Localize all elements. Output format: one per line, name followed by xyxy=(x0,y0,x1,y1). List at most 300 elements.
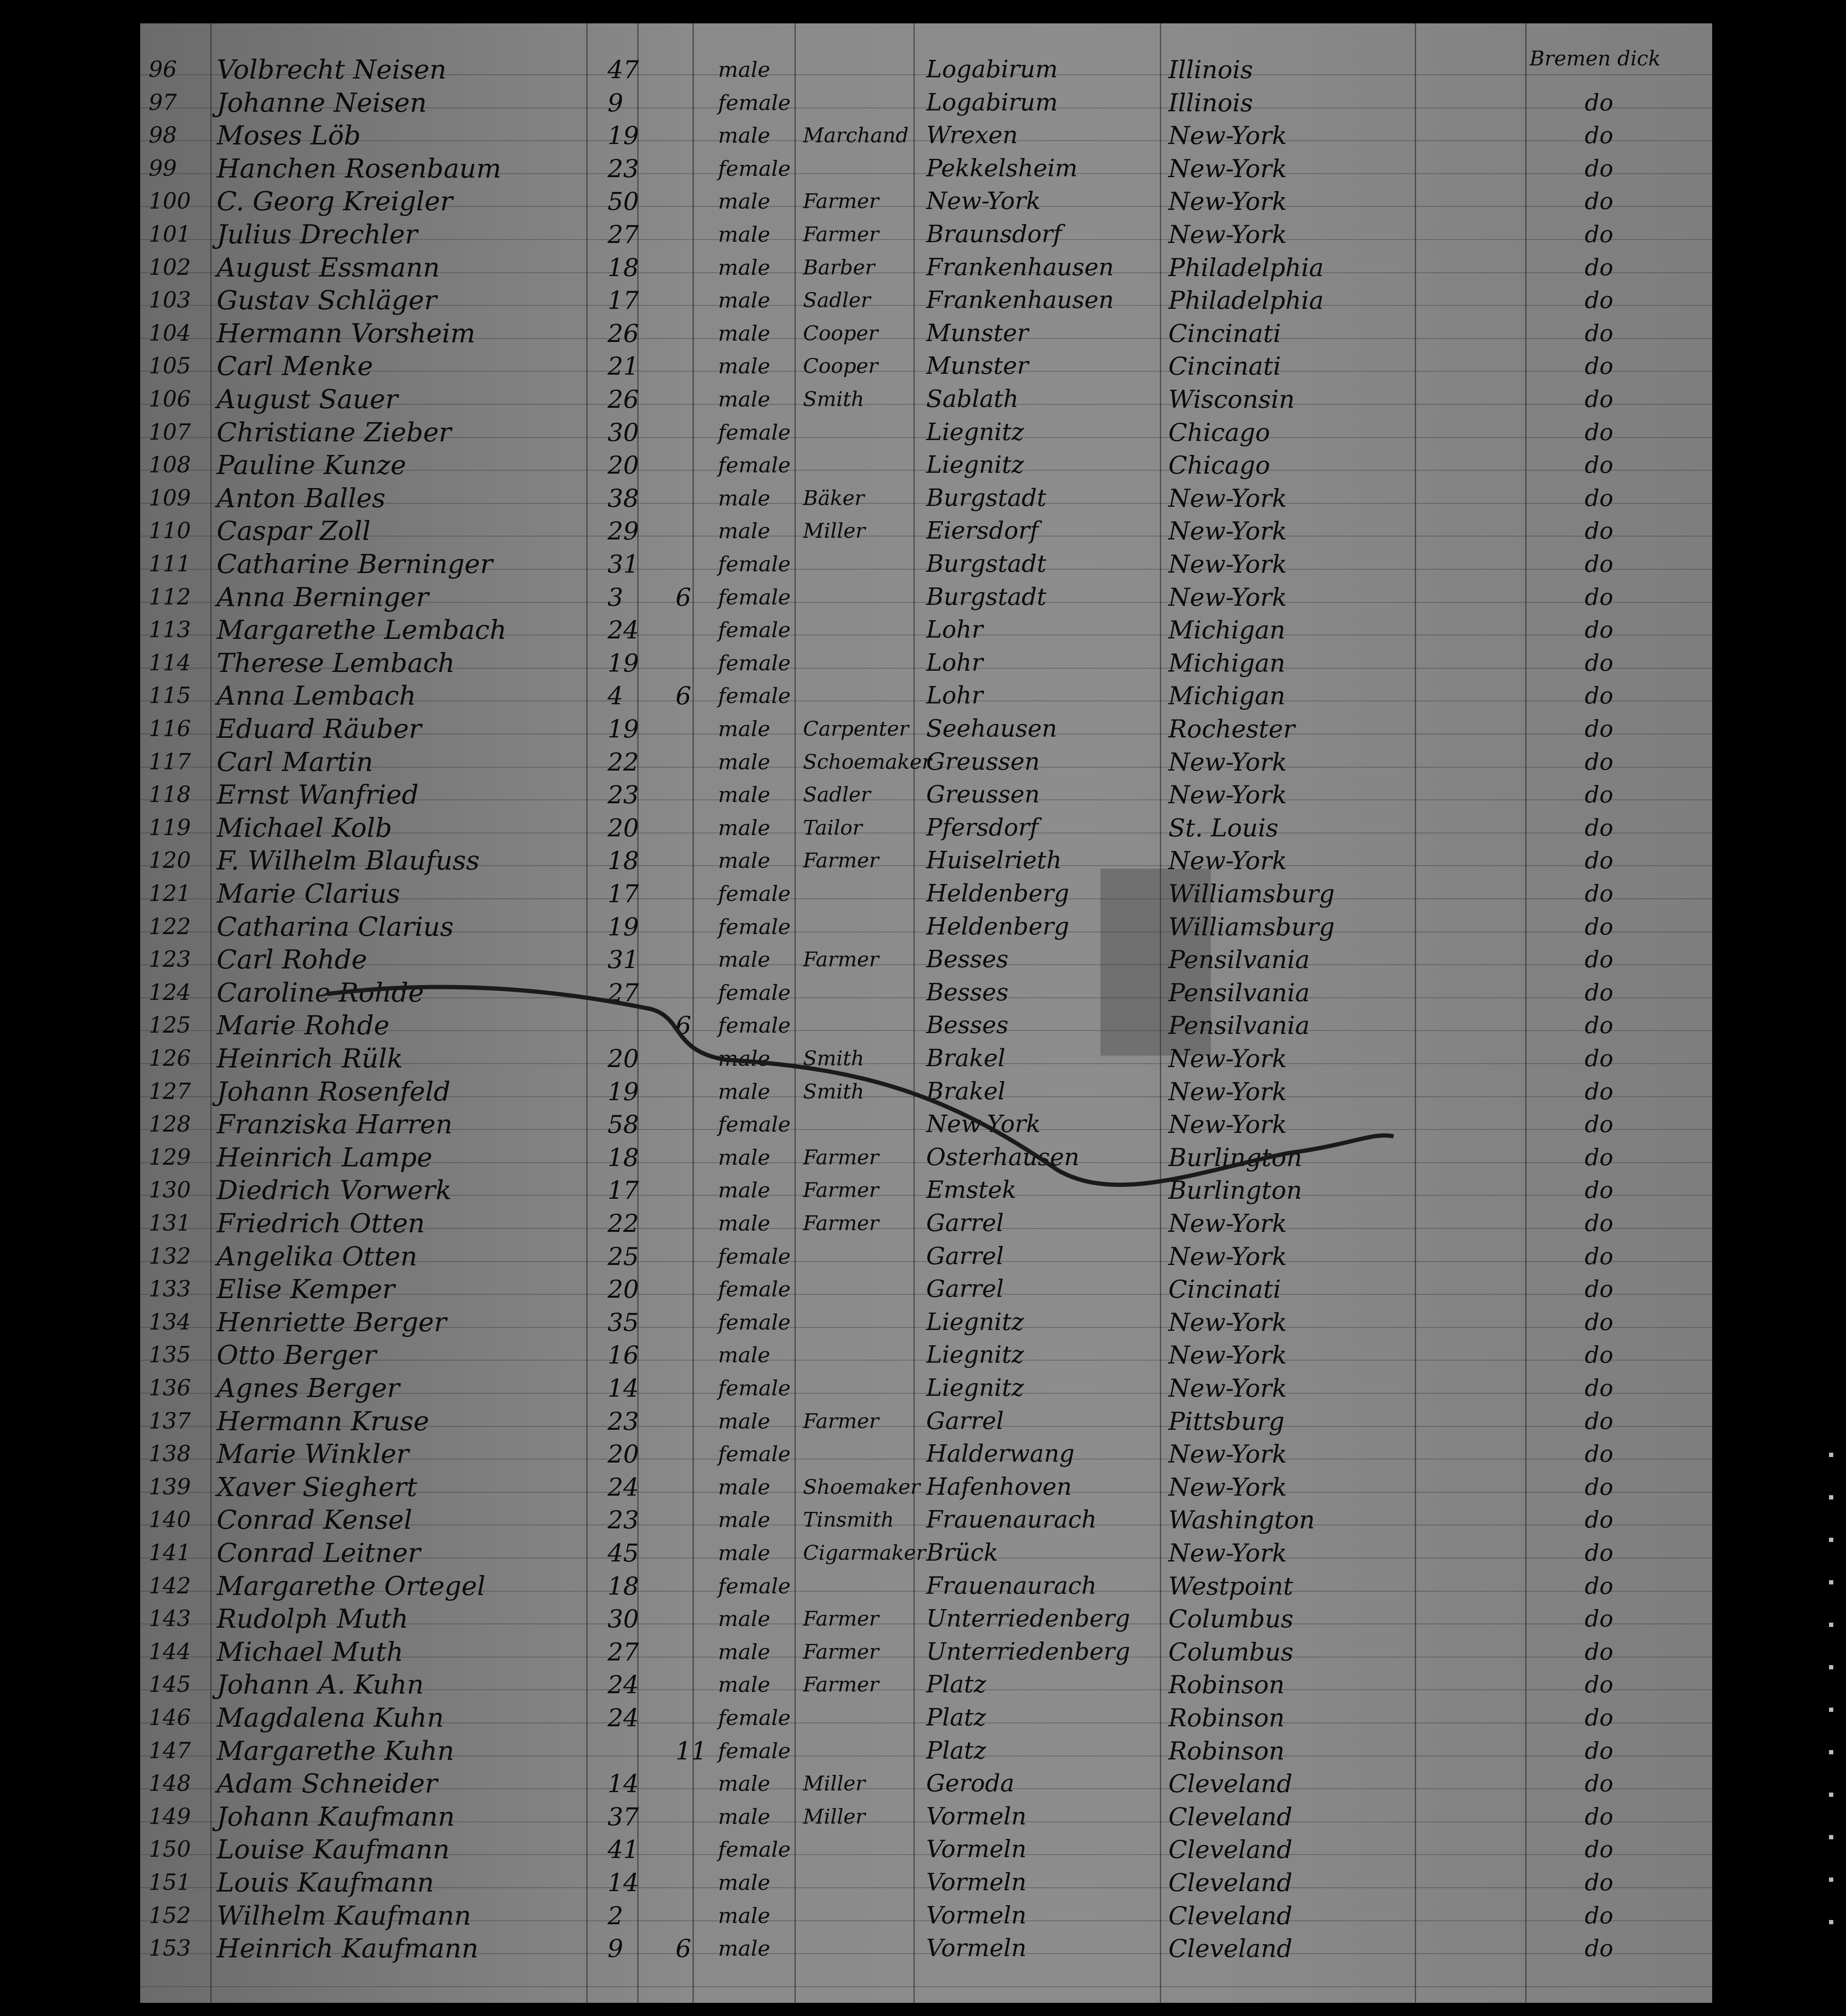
remarks-value: do xyxy=(1585,517,1614,545)
sex-value: male xyxy=(718,387,770,412)
remarks-value: do xyxy=(1585,1276,1614,1303)
passenger-name: Caspar Zoll xyxy=(217,515,371,547)
sex-value: female xyxy=(718,1112,791,1137)
remarks-value: do xyxy=(1585,1111,1614,1138)
destination-value: Cincinati xyxy=(1168,352,1281,381)
destination-value: New-York xyxy=(1168,1110,1287,1139)
occupation-value: Farmer xyxy=(803,1640,879,1664)
remarks-value: do xyxy=(1585,913,1614,940)
destination-value: Cincinati xyxy=(1168,319,1281,348)
origin-value: Liegnitz xyxy=(926,1308,1024,1336)
age-value: 23 xyxy=(608,1406,639,1436)
destination-value: New-York xyxy=(1168,1374,1287,1403)
origin-value: Garrel xyxy=(926,1242,1004,1270)
age-value: 3 xyxy=(608,582,623,612)
age-value: 20 xyxy=(608,1275,639,1304)
origin-value: Vormeln xyxy=(926,1802,1027,1830)
passenger-name: Hermann Kruse xyxy=(217,1405,430,1437)
passenger-name: Ernst Wanfried xyxy=(217,779,419,810)
age-value: 22 xyxy=(608,1209,639,1238)
age-value: 27 xyxy=(608,220,639,249)
sex-value: female xyxy=(718,914,791,939)
age-value: 50 xyxy=(608,187,639,216)
entry-number: 104 xyxy=(149,320,191,346)
sex-value: female xyxy=(718,1442,791,1467)
sex-value: male xyxy=(718,749,770,774)
destination-value: Pensilvania xyxy=(1168,978,1310,1007)
remarks-value: do xyxy=(1585,880,1614,907)
origin-value: Garrel xyxy=(926,1209,1004,1237)
occupation-value: Shoemaker xyxy=(803,1475,920,1499)
age-value: 22 xyxy=(608,747,639,776)
sex-value: male xyxy=(718,1541,770,1565)
sex-value: female xyxy=(718,1244,791,1269)
sex-value: male xyxy=(718,1079,770,1104)
passenger-name: Diedrich Vorwerk xyxy=(217,1175,452,1206)
origin-value: Lohr xyxy=(926,616,983,644)
remarks-value: do xyxy=(1585,1770,1614,1797)
destination-value: New-York xyxy=(1168,187,1287,216)
origin-value: Osterhausen xyxy=(926,1143,1080,1171)
sex-value: male xyxy=(718,1771,770,1796)
origin-value: Besses xyxy=(926,1011,1009,1039)
age-value: 31 xyxy=(608,550,639,579)
entry-number: 136 xyxy=(149,1375,191,1401)
sex-value: female xyxy=(718,1310,791,1335)
entry-number: 117 xyxy=(149,749,191,775)
age-value: 47 xyxy=(608,55,639,84)
passenger-name: Heinrich Rülk xyxy=(217,1043,403,1074)
passenger-name: Anna Berninger xyxy=(217,581,429,613)
age-value: 24 xyxy=(608,1670,639,1700)
sex-value: male xyxy=(718,1474,770,1499)
passenger-name: Louise Kaufmann xyxy=(217,1834,450,1865)
passenger-name: Agnes Berger xyxy=(217,1372,400,1403)
destination-value: New-York xyxy=(1168,582,1287,612)
entry-number: 101 xyxy=(149,222,191,247)
sex-value: male xyxy=(718,1046,770,1071)
entry-number: 111 xyxy=(149,551,191,577)
passenger-name: Adam Schneider xyxy=(217,1768,438,1799)
passenger-name: Julius Drechler xyxy=(217,219,418,250)
sex-value: male xyxy=(718,1409,770,1434)
entry-number: 144 xyxy=(149,1639,191,1665)
origin-value: Frauenaurach xyxy=(926,1572,1097,1600)
destination-value: New-York xyxy=(1168,154,1287,183)
age-value: 31 xyxy=(608,945,639,974)
passenger-name: Margarethe Lembach xyxy=(217,614,507,646)
age-value: 19 xyxy=(608,121,639,150)
sex-value: male xyxy=(718,1936,770,1961)
remarks-value: do xyxy=(1585,353,1614,380)
passenger-name: Anton Balles xyxy=(217,482,386,514)
origin-value: Vormeln xyxy=(926,1934,1027,1962)
remarks-value: do xyxy=(1585,386,1614,412)
sex-value: male xyxy=(718,1211,770,1236)
origin-value: Burgstadt xyxy=(926,484,1046,512)
entry-number: 128 xyxy=(149,1112,191,1138)
entry-number: 113 xyxy=(149,617,191,643)
destination-value: Burlington xyxy=(1168,1176,1302,1205)
sex-value: female xyxy=(718,1376,791,1400)
occupation-value: Farmer xyxy=(803,1607,879,1631)
entry-number: 96 xyxy=(149,57,177,82)
remarks-value: do xyxy=(1585,1341,1614,1369)
destination-value: Philadelphia xyxy=(1168,286,1324,315)
destination-value: New-York xyxy=(1168,1440,1287,1469)
destination-value: Chicago xyxy=(1168,451,1270,480)
remarks-value: do xyxy=(1585,583,1614,610)
age-child-value: 6 xyxy=(676,681,691,711)
passenger-name: Xaver Sieghert xyxy=(217,1471,418,1502)
passenger-name: Johann Kaufmann xyxy=(217,1801,455,1832)
sex-value: male xyxy=(718,815,770,840)
age-value: 14 xyxy=(608,1868,639,1897)
age-value: 20 xyxy=(608,451,639,480)
origin-value: Heldenberg xyxy=(926,912,1069,940)
age-value: 41 xyxy=(608,1835,639,1864)
origin-value: Braunsdorf xyxy=(926,220,1062,248)
remarks-value: do xyxy=(1585,979,1614,1006)
entry-number: 147 xyxy=(149,1738,191,1764)
destination-value: St. Louis xyxy=(1168,813,1279,842)
remarks-value: do xyxy=(1585,551,1614,577)
origin-value: Platz xyxy=(926,1671,986,1699)
remarks-value: do xyxy=(1585,1012,1614,1039)
origin-value: Liegnitz xyxy=(926,418,1024,446)
origin-value: Geroda xyxy=(926,1770,1015,1798)
sex-value: female xyxy=(718,980,791,1005)
destination-value: Cleveland xyxy=(1168,1769,1292,1799)
occupation-value: Cigarmaker xyxy=(803,1541,926,1565)
sex-value: male xyxy=(718,782,770,808)
remarks-value: do xyxy=(1585,1539,1614,1566)
entry-number: 114 xyxy=(149,650,191,676)
age-value: 19 xyxy=(608,714,639,743)
remarks-value: do xyxy=(1585,254,1614,281)
destination-value: New-York xyxy=(1168,1044,1287,1073)
entry-number: 103 xyxy=(149,288,191,313)
age-value: 19 xyxy=(608,648,639,678)
entry-number: 118 xyxy=(149,782,191,808)
age-value: 9 xyxy=(608,1934,623,1963)
remarks-value: do xyxy=(1585,484,1614,511)
remarks-value: do xyxy=(1585,1308,1614,1336)
passenger-name: Therese Lembach xyxy=(217,647,455,678)
origin-value: New-York xyxy=(926,1110,1041,1138)
origin-value: Unterriedenberg xyxy=(926,1605,1131,1633)
entry-number: 115 xyxy=(149,683,191,709)
passenger-name: Louis Kaufmann xyxy=(217,1867,434,1898)
passenger-name: Marie Rohde xyxy=(217,1010,390,1041)
destination-value: New-York xyxy=(1168,1539,1287,1567)
entry-number: 148 xyxy=(149,1771,191,1797)
passenger-name: Catharine Berninger xyxy=(217,548,493,579)
occupation-value: Carpenter xyxy=(803,717,909,741)
occupation-value: Farmer xyxy=(803,189,879,214)
manifest-page xyxy=(140,23,1712,2003)
entry-number: 134 xyxy=(149,1309,191,1335)
age-value: 17 xyxy=(608,286,639,315)
sex-value: male xyxy=(718,321,770,346)
sex-value: male xyxy=(718,255,770,280)
remarks-header: Bremen dick xyxy=(1529,47,1661,71)
age-value: 23 xyxy=(608,1505,639,1535)
entry-number: 105 xyxy=(149,353,191,379)
entry-number: 151 xyxy=(149,1870,191,1895)
remarks-value: do xyxy=(1585,1935,1614,1962)
passenger-name: Catharina Clarius xyxy=(217,911,454,942)
entry-number: 99 xyxy=(149,155,177,181)
age-value: 58 xyxy=(608,1110,639,1139)
age-value: 29 xyxy=(608,517,639,546)
sex-value: male xyxy=(718,947,770,972)
remarks-value: do xyxy=(1585,1737,1614,1764)
passenger-name: Conrad Leitner xyxy=(217,1537,421,1568)
destination-value: Pensilvania xyxy=(1168,945,1310,974)
sex-value: male xyxy=(718,848,770,873)
origin-value: Halderwang xyxy=(926,1440,1075,1468)
age-value: 25 xyxy=(608,1242,639,1271)
sex-value: female xyxy=(718,453,791,478)
entry-number: 135 xyxy=(149,1342,191,1368)
destination-value: Robinson xyxy=(1168,1703,1285,1732)
origin-value: Greussen xyxy=(926,781,1040,809)
passenger-name: Christiane Zieber xyxy=(217,416,452,448)
sex-value: male xyxy=(718,1804,770,1829)
sex-value: male xyxy=(718,1508,770,1533)
origin-value: Liegnitz xyxy=(926,451,1024,479)
origin-value: Seehausen xyxy=(926,715,1057,743)
remarks-value: do xyxy=(1585,188,1614,215)
occupation-value: Farmer xyxy=(803,1211,879,1235)
destination-value: Robinson xyxy=(1168,1670,1285,1700)
sex-value: male xyxy=(718,1870,770,1895)
origin-value: Besses xyxy=(926,978,1009,1006)
entry-number: 141 xyxy=(149,1540,191,1566)
entry-number: 127 xyxy=(149,1079,191,1104)
sex-value: male xyxy=(718,1178,770,1203)
destination-value: New-York xyxy=(1168,1341,1287,1370)
origin-value: Platz xyxy=(926,1704,986,1731)
remarks-value: do xyxy=(1585,847,1614,874)
remarks-value: do xyxy=(1585,715,1614,742)
passenger-name: Elise Kemper xyxy=(217,1273,395,1305)
origin-value: Liegnitz xyxy=(926,1341,1024,1369)
remarks-value: do xyxy=(1585,946,1614,973)
destination-value: Cleveland xyxy=(1168,1868,1292,1897)
entry-number: 129 xyxy=(149,1144,191,1170)
remarks-value: do xyxy=(1585,1572,1614,1599)
entry-number: 123 xyxy=(149,947,191,973)
sex-value: male xyxy=(718,1607,770,1632)
passenger-name: Carl Rohde xyxy=(217,944,367,975)
sex-value: male xyxy=(718,1672,770,1697)
passenger-name: Margarethe Ortegel xyxy=(217,1570,486,1601)
remarks-value: do xyxy=(1585,1210,1614,1237)
entry-number: 98 xyxy=(149,123,177,149)
age-value: 18 xyxy=(608,1143,639,1172)
origin-value: Brakel xyxy=(926,1045,1006,1072)
sex-value: female xyxy=(718,683,791,709)
passenger-name: Otto Berger xyxy=(217,1339,376,1371)
occupation-value: Sadler xyxy=(803,288,871,313)
age-value: 17 xyxy=(608,879,639,908)
passenger-name: Heinrich Kaufmann xyxy=(217,1933,479,1964)
sex-value: male xyxy=(718,717,770,741)
age-value: 4 xyxy=(608,681,623,711)
origin-value: Pekkelsheim xyxy=(926,154,1078,182)
sex-value: male xyxy=(718,288,770,313)
occupation-value: Bäker xyxy=(803,486,865,510)
destination-value: Cleveland xyxy=(1168,1934,1292,1963)
remarks-value: do xyxy=(1585,319,1614,347)
origin-value: Logabirum xyxy=(926,88,1058,116)
remarks-value: do xyxy=(1585,682,1614,709)
occupation-value: Tailor xyxy=(803,816,862,840)
age-value: 21 xyxy=(608,352,639,381)
entry-number: 145 xyxy=(149,1672,191,1698)
remarks-value: do xyxy=(1585,1869,1614,1896)
entry-number: 112 xyxy=(149,584,191,610)
origin-value: Lohr xyxy=(926,649,983,677)
remarks-value: do xyxy=(1585,1836,1614,1863)
age-value: 18 xyxy=(608,1571,639,1601)
passenger-name: Carl Menke xyxy=(217,350,373,382)
origin-value: Vormeln xyxy=(926,1869,1027,1896)
destination-value: Rochester xyxy=(1168,714,1295,743)
entry-number: 133 xyxy=(149,1276,191,1302)
destination-value: New-York xyxy=(1168,550,1287,579)
occupation-value: Farmer xyxy=(803,1145,879,1169)
sex-value: male xyxy=(718,57,770,82)
origin-value: Vormeln xyxy=(926,1835,1027,1864)
destination-value: Burlington xyxy=(1168,1143,1302,1172)
age-value: 26 xyxy=(608,319,639,348)
origin-value: Logabirum xyxy=(926,56,1058,83)
occupation-value: Schoemaker xyxy=(803,750,932,774)
origin-value: Burgstadt xyxy=(926,550,1046,578)
entry-number: 119 xyxy=(149,815,191,841)
age-value: 30 xyxy=(608,1604,639,1634)
passenger-name: Henriette Berger xyxy=(217,1306,447,1338)
age-value: 2 xyxy=(608,1901,623,1930)
age-value: 23 xyxy=(608,154,639,183)
entry-number: 149 xyxy=(149,1804,191,1830)
sex-value: female xyxy=(718,1837,791,1862)
remarks-value: do xyxy=(1585,1407,1614,1434)
age-value: 20 xyxy=(608,1044,639,1073)
entry-number: 106 xyxy=(149,387,191,412)
entry-number: 132 xyxy=(149,1243,191,1269)
age-value: 24 xyxy=(608,1703,639,1732)
ink-scribble xyxy=(140,23,1712,2003)
passenger-name: Marie Winkler xyxy=(217,1438,409,1470)
origin-value: Frauenaurach xyxy=(926,1506,1097,1534)
passenger-name: Johann Rosenfeld xyxy=(217,1076,451,1107)
destination-value: Michigan xyxy=(1168,648,1286,678)
destination-value: New-York xyxy=(1168,780,1287,810)
occupation-value: Sadler xyxy=(803,783,871,807)
origin-value: Huiselrieth xyxy=(926,847,1062,875)
occupation-value: Miller xyxy=(803,1772,865,1796)
destination-value: New-York xyxy=(1168,1077,1287,1106)
passenger-name: C. Georg Kreigler xyxy=(217,186,453,217)
occupation-value: Miller xyxy=(803,519,865,543)
origin-value: New-York xyxy=(926,187,1041,215)
remarks-value: do xyxy=(1585,1375,1614,1401)
sex-value: female xyxy=(718,618,791,643)
destination-value: New-York xyxy=(1168,1307,1287,1337)
origin-value: Wrexen xyxy=(926,121,1018,150)
age-value: 16 xyxy=(608,1341,639,1370)
entry-number: 116 xyxy=(149,716,191,742)
entry-number: 139 xyxy=(149,1474,191,1500)
destination-value: Williamsburg xyxy=(1168,879,1335,908)
destination-value: Pensilvania xyxy=(1168,1011,1310,1040)
remarks-value: do xyxy=(1585,1242,1614,1270)
passenger-name: Gustav Schläger xyxy=(217,285,437,316)
origin-value: Vormeln xyxy=(926,1901,1027,1929)
origin-value: Lohr xyxy=(926,682,983,710)
sex-value: female xyxy=(718,420,791,445)
entry-number: 146 xyxy=(149,1705,191,1731)
age-value: 24 xyxy=(608,1472,639,1502)
occupation-value: Smith xyxy=(803,1079,864,1104)
age-value: 19 xyxy=(608,912,639,941)
sex-value: female xyxy=(718,90,791,115)
entry-number: 137 xyxy=(149,1408,191,1434)
origin-value: Greussen xyxy=(926,748,1040,776)
sex-value: male xyxy=(718,123,770,148)
remarks-value: do xyxy=(1585,1144,1614,1171)
entry-number: 125 xyxy=(149,1013,191,1039)
destination-value: New-York xyxy=(1168,1209,1287,1238)
passenger-name: F. Wilhelm Blaufuss xyxy=(217,845,480,876)
passenger-name: Michael Muth xyxy=(217,1636,404,1667)
sex-value: female xyxy=(718,1705,791,1730)
passenger-name: August Essmann xyxy=(217,251,440,283)
origin-value: Munster xyxy=(926,319,1029,347)
destination-value: New-York xyxy=(1168,747,1287,776)
remarks-value: do xyxy=(1585,1440,1614,1468)
remarks-value: do xyxy=(1585,1045,1614,1072)
entry-number: 120 xyxy=(149,848,191,874)
origin-value: Heldenberg xyxy=(926,880,1069,907)
remarks-value: do xyxy=(1585,452,1614,479)
sex-value: female xyxy=(718,881,791,906)
remarks-value: do xyxy=(1585,1605,1614,1632)
sex-value: female xyxy=(718,552,791,576)
age-value: 24 xyxy=(608,616,639,645)
passenger-name: Johanne Neisen xyxy=(217,87,427,118)
remarks-value: do xyxy=(1585,1803,1614,1830)
age-child-value: 11 xyxy=(676,1736,707,1765)
passenger-name: Anna Lembach xyxy=(217,680,416,712)
occupation-value: Farmer xyxy=(803,849,879,873)
remarks-value: do xyxy=(1585,1473,1614,1500)
passenger-name: Marie Clarius xyxy=(217,878,400,909)
passenger-name: Caroline Rohde xyxy=(217,977,424,1008)
remarks-value: do xyxy=(1585,1078,1614,1105)
passenger-name: Johann A. Kuhn xyxy=(217,1669,424,1700)
age-value: 26 xyxy=(608,385,639,414)
destination-value: Michigan xyxy=(1168,616,1286,645)
entry-number: 131 xyxy=(149,1211,191,1236)
remarks-value: do xyxy=(1585,1177,1614,1204)
occupation-value: Marchand xyxy=(803,124,909,148)
age-value: 37 xyxy=(608,1802,639,1831)
